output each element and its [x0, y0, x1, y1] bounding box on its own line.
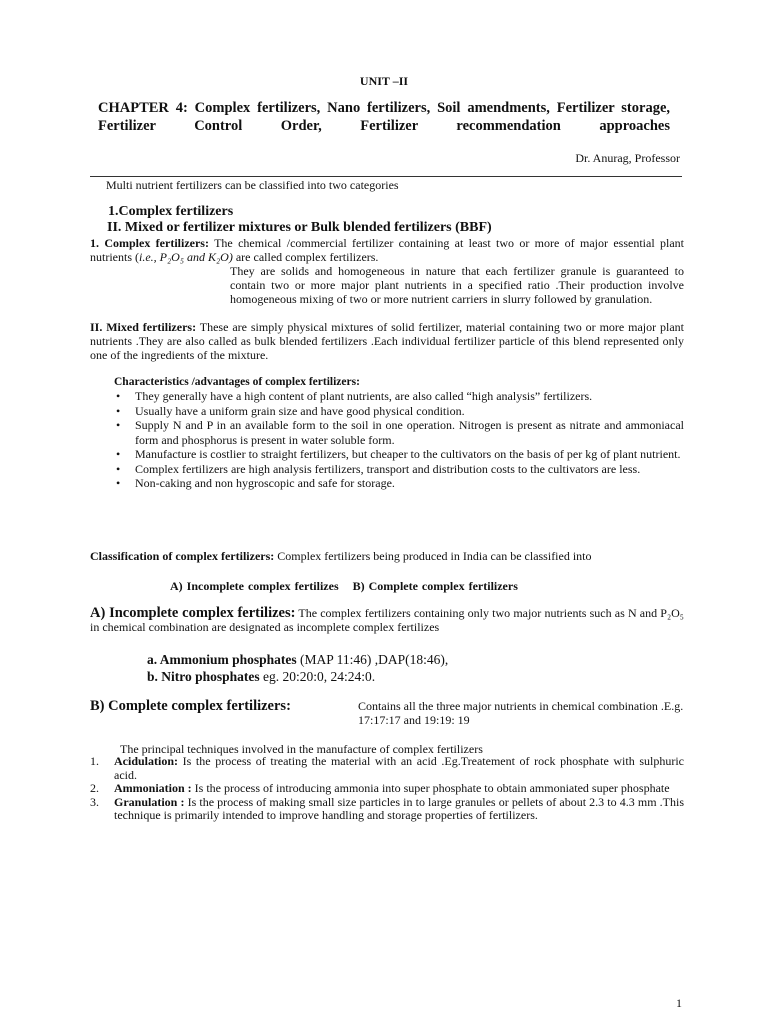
step-label: Granulation : [114, 794, 185, 809]
complete-text-first [358, 699, 684, 727]
category-complex-heading: 1.Complex fertilizers [108, 204, 234, 219]
list-item [90, 796, 684, 823]
item-a-text: (MAP 11:46) ,DAP(18:46), [296, 652, 449, 667]
classification-categories [170, 579, 518, 594]
list-item [90, 755, 684, 782]
step-number: 1. [90, 754, 99, 768]
complex-definition-text-a: The chemical /commercial fertilizer containing at least two or more of major essential plant nutrients ( [90, 236, 684, 264]
classification-text: Complex fertilizers being produced in India can be classified into [274, 549, 592, 563]
item-b-text: eg. 20:20:0, 24:24:0. [259, 669, 376, 684]
step-text: Is the process of introducing ammonia into super phosphate to obtain ammoniated super phosphate [191, 781, 670, 795]
list-item: • They generally have a high content of plant nutrients, are also called “high analysis” fertilizers. [114, 389, 684, 404]
category-mixed-heading: II. Mixed or fertilizer mixtures or Bulk blended fertilizers (BBF) [107, 220, 492, 235]
step-number: 2. [90, 781, 99, 795]
characteristics-title: Characteristics /advantages of complex fertilizers: [114, 376, 360, 388]
incomplete-item-b [147, 669, 375, 685]
list-item: • Complex fertilizers are high analysis fertilizers, transport and distribution costs to the cultivators are less. [114, 462, 684, 477]
chapter-title: CHAPTER 4: Complex fertilizers, Nano fertilizers, Soil amendments, Fertilizer storage, Fertilizer Control Order, Fertilizer recommendation approaches [98, 100, 670, 134]
page-number: 1 [676, 996, 682, 1010]
incomplete-item-a [147, 652, 448, 668]
step-text: Is the process of treating the material with an acid .Eg.Treatement of rock phosphate with sulphuric acid. [114, 754, 684, 782]
characteristics-list [114, 389, 684, 491]
step-number: 3. [90, 794, 99, 809]
techniques-list [90, 755, 684, 823]
complete-label: B) Complete complex fertilizers: [90, 698, 291, 714]
list-item: • Supply N and P in an available form to the soil in one operation. Nitrogen is present as nitrate and ammoniacal form and phosphorus is present in water soluble form. [114, 418, 684, 447]
complex-definition-text-b: are called complex fertilizers. [232, 250, 379, 264]
item-a-label: a. Ammonium phosphates [147, 652, 297, 667]
item-b-label: b. Nitro phosphates [147, 669, 260, 684]
complex-definition-label: 1. Complex fertilizers: [90, 236, 209, 250]
list-item: • Manufacture is costlier to straight fertilizers, but cheaper to the cultivators on the basis of per kg of plant nutrient. [114, 447, 684, 462]
techniques-intro: The principal techniques involved in the manufacture of complex fertilizers [120, 742, 483, 756]
mixed-definition [90, 320, 684, 362]
list-item [90, 782, 684, 796]
complete-text: Contains all the three major nutrients in chemical combination .E.g. 17:17:17 and 19:19: 19 [358, 699, 684, 727]
mixed-definition-label: II. Mixed fertilizers: [90, 320, 197, 334]
list-item: • Usually have a uniform grain size and have good physical condition. [114, 404, 684, 419]
category-incomplete: A) Incomplete complex fertilizes [170, 579, 339, 593]
unit-heading: UNIT –II [359, 74, 409, 88]
mixed-definition-text: These are simply physical mixtures of solid fertilizer, material containing two or more major plant nutrients .They are also called as bulk blended fertilizers .Each individual fertilizer particle of this blend represented only one of the ingredients of the mixture. [90, 320, 685, 362]
intro-text: Multi nutrient fertilizers can be classified into two categories [106, 178, 399, 192]
step-label: Ammoniation : [114, 781, 192, 795]
complex-definition-text-c: They are solids and homogeneous in nature that each fertilizer granule is guaranteed to contain two or more major plant nutrients in a specified ratio .Their production involve homogeneous mixing of two or more nutrient carriers in slurry followed by granulation. [230, 264, 684, 306]
category-complete: B) Complete complex fertilizers [352, 579, 518, 593]
list-item: • Non-caking and non hygroscopic and safe for storage. [114, 476, 684, 491]
classification-paragraph [90, 549, 684, 563]
complex-definition [90, 236, 684, 306]
incomplete-label: A) Incomplete complex fertilizes: [90, 605, 296, 621]
author-line: Dr. Anurag, Professor [575, 151, 680, 165]
incomplete-paragraph [90, 606, 684, 634]
step-text: Is the process of making small size particles in to large granules or pellets of about 2.3 to 4.3 mm .This technique is primarily intended to improve handling and storage properties of fertilizers. [114, 794, 684, 822]
complex-definition-nutrients: i.e., P₂O₅ and K₂O) [139, 250, 233, 264]
step-label: Acidulation: [114, 754, 179, 768]
incomplete-text: The complex fertilizers containing only two major nutrients such as N and P₂O₅ in chemical combination are designated as incomplete complex fertilizes [90, 606, 684, 634]
header-divider [90, 176, 682, 177]
classification-label: Classification of complex fertilizers: [90, 549, 275, 563]
